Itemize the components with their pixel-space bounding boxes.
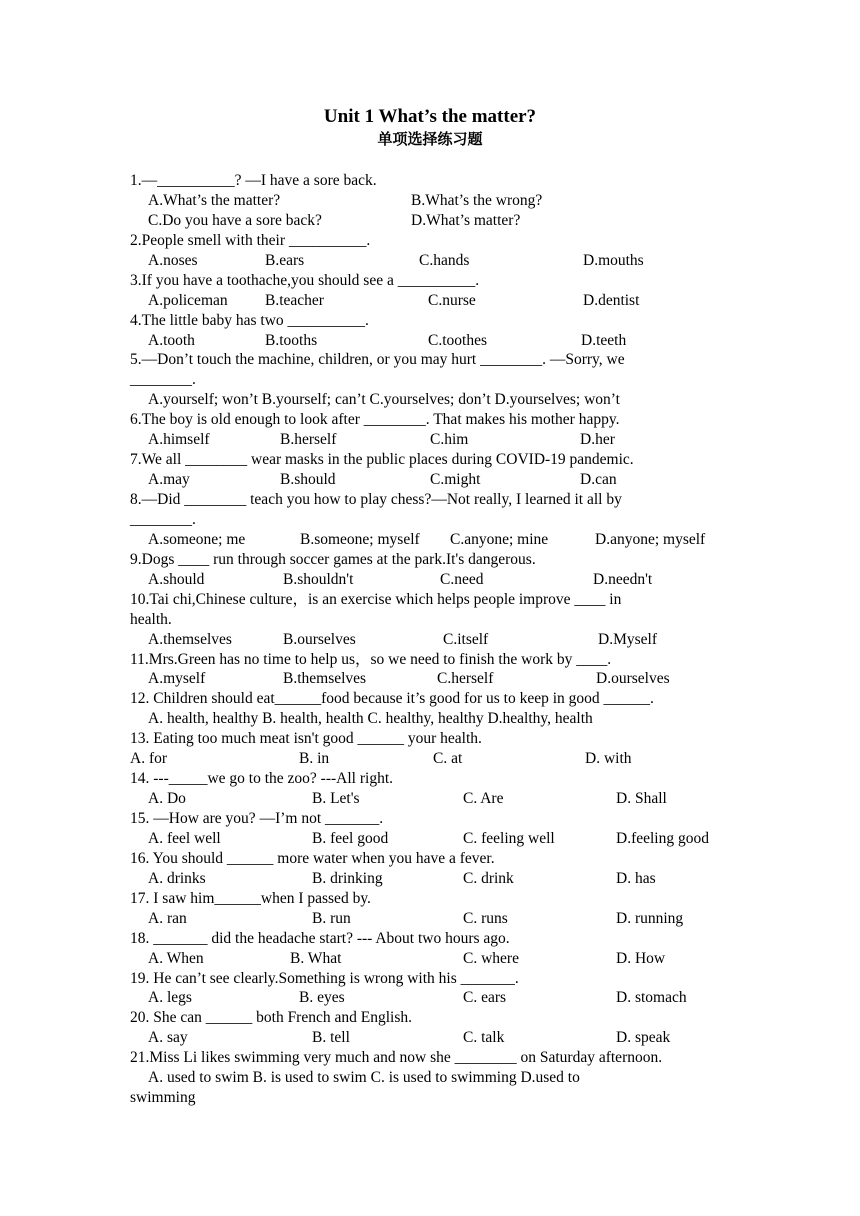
question-text: 16. You should ______ more water when you have a fever. [130, 849, 495, 867]
answer-option: B. drinking [312, 869, 383, 887]
question-text: health. [130, 610, 172, 628]
question-text: 2.People smell with their __________. [130, 231, 371, 249]
answer-option: C.him [430, 431, 469, 449]
question-text: 10.Tai chi,Chinese culture，is an exercise which helps people improve ____ in [130, 590, 622, 608]
answer-option: A.someone; me [148, 530, 246, 548]
answer-option: C.hands [419, 251, 470, 269]
options-row [130, 829, 730, 849]
answer-option: C. ears [463, 989, 507, 1007]
answer-option: D.her [580, 431, 615, 449]
options-row [130, 949, 730, 969]
answer-option: D. Shall [616, 790, 667, 808]
answer-option: D. stomach [616, 989, 687, 1007]
answer-option: A.noses [148, 251, 198, 269]
answer-option: C.toothes [428, 331, 487, 349]
options-row [130, 390, 730, 410]
answer-option: A.himself [148, 431, 210, 449]
options-row [130, 430, 730, 450]
options-row [130, 869, 730, 889]
options-row [130, 909, 730, 929]
question-text: 5.—Don’t touch the machine, children, or you may hurt ________. —Sorry, we [130, 351, 625, 369]
answer-option: C. feeling well [463, 829, 555, 847]
answer-option: B. feel good [312, 829, 389, 847]
answer-option: A.themselves [148, 630, 232, 648]
question-text: 4.The little baby has two __________. [130, 311, 369, 329]
answer-option: B. run [312, 909, 351, 927]
answer-option: D.anyone; myself [595, 530, 706, 548]
question-text: ________. [130, 510, 196, 528]
answer-option: B.teacher [265, 291, 324, 309]
options-row [130, 709, 730, 729]
question-text: 7.We all ________ wear masks in the public places during COVID-19 pandemic. [130, 451, 634, 469]
answer-option: C. talk [463, 1029, 505, 1047]
answer-option: C. runs [463, 909, 508, 927]
answer-option: A. feel well [148, 829, 221, 847]
answer-option: C.anyone; mine [450, 530, 549, 548]
answer-option: B.shouldn't [283, 570, 354, 588]
options-row [130, 470, 730, 490]
answer-option: D. has [616, 869, 656, 887]
answer-option: B. Let's [312, 790, 360, 808]
answer-option: D. running [616, 909, 684, 927]
question-text: 19. He can’t see clearly.Something is wrong with his _______. [130, 969, 519, 987]
answer-option: D. speak [616, 1029, 671, 1047]
answer-option: B.someone; myself [300, 530, 420, 548]
answer-option: A. When [148, 949, 204, 967]
question-list [130, 171, 730, 1108]
answer-option: B.What’s the wrong? [411, 191, 543, 209]
options-row [130, 630, 730, 650]
question-text: 18. _______ did the headache start? --- About two hours ago. [130, 929, 510, 947]
page-subtitle: 单项选择练习题 [377, 130, 483, 148]
answer-option: A. legs [148, 989, 192, 1007]
answer-option: C.itself [443, 630, 489, 648]
answer-option: D.needn't [593, 570, 653, 588]
question-text: 14. ---_____we go to the zoo? ---All right. [130, 770, 394, 788]
answer-option: A. Do [148, 790, 186, 808]
options-row [130, 789, 730, 809]
answer-option: D.What’s matter? [411, 211, 521, 229]
options-row [130, 1068, 730, 1088]
answer-option: C.need [440, 570, 484, 588]
question-text: 9.Dogs ____ run through soccer games at the park.It's dangerous. [130, 550, 536, 568]
answer-option: B. in [299, 750, 330, 768]
answer-option: B.ears [265, 251, 305, 269]
answer-option: C.herself [437, 670, 494, 688]
question-text: 3.If you have a toothache,you should see a __________. [130, 271, 480, 289]
answer-option: B.ourselves [283, 630, 356, 648]
answer-option: B.herself [280, 431, 337, 449]
answer-option: C. drink [463, 869, 514, 887]
options-row [130, 251, 730, 271]
options-row [130, 1028, 730, 1048]
answer-option: B. eyes [299, 989, 345, 1007]
answer-option: A.tooth [148, 331, 195, 349]
options-row [130, 749, 730, 769]
answer-option: D.can [580, 471, 617, 489]
answer-option: A. drinks [148, 869, 206, 887]
answer-option: A.should [148, 570, 205, 588]
options-row [130, 669, 730, 689]
options-row [130, 988, 730, 1008]
answer-option: B.should [280, 471, 336, 489]
question-text: 8.—Did ________ teach you how to play chess?—Not really, I learned it all by [130, 491, 622, 508]
answer-option: A.may [148, 471, 190, 489]
answer-option: C. at [433, 750, 463, 768]
answer-option: A. health, healthy B. health, health C. healthy, healthy D.healthy, health [148, 710, 593, 728]
question-text: 20. She can ______ both French and English. [130, 1009, 412, 1027]
options-row [130, 530, 730, 550]
answer-option: A.yourself; won’t B.yourself; can’t C.yourselves; don’t D.yourselves; won’t [148, 391, 620, 409]
question-text: 21.Miss Li likes swimming very much and now she ________ on Saturday afternoon. [130, 1049, 663, 1067]
answer-option: B.themselves [283, 670, 367, 688]
page-title: Unit 1 What’s the matter? [323, 106, 537, 127]
answer-option: A. say [148, 1029, 188, 1047]
answer-option: C.Do you have a sore back? [148, 211, 322, 229]
answer-option: A. ran [148, 909, 187, 927]
options-row [130, 570, 730, 590]
answer-option: A. for [130, 750, 168, 768]
options-row [130, 191, 730, 211]
answer-option: B. tell [312, 1029, 350, 1047]
question-text: 11.Mrs.Green has no time to help us，so we need to finish the work by ____. [130, 650, 612, 668]
question-text: 13. Eating too much meat isn't good ______ your health. [130, 730, 482, 748]
answer-option: D.feeling good [616, 829, 709, 847]
answer-option: D.mouths [583, 251, 644, 269]
question-text: ________. [130, 371, 196, 389]
answer-option: D. How [616, 949, 666, 967]
answer-option: D.dentist [583, 291, 640, 309]
answer-option: C.nurse [428, 291, 476, 309]
answer-option: D.ourselves [596, 670, 670, 688]
options-row [130, 291, 730, 311]
answer-option: C. where [463, 949, 519, 967]
answer-option: A. used to swim B. is used to swim C. is used to swimming D.used to [148, 1069, 580, 1087]
question-text: 6.The boy is old enough to look after ________. That makes his mother happy. [130, 411, 620, 429]
answer-option: D.teeth [581, 331, 627, 349]
question-text: 12. Children should eat______food because it’s good for us to keep in good ______. [130, 690, 654, 708]
answer-option: D. with [585, 750, 632, 768]
options-row [130, 331, 730, 351]
question-text: 1.—__________? —I have a sore back. [130, 172, 377, 189]
question-text: 17. I saw him______when I passed by. [130, 889, 371, 907]
answer-option: A.myself [148, 670, 206, 688]
answer-option: C. Are [463, 790, 504, 808]
answer-option: D.Myself [598, 630, 657, 648]
answer-option: C.might [430, 471, 481, 489]
answer-option: A.policeman [148, 291, 228, 309]
options-row [130, 211, 730, 231]
answer-option: B. What [290, 949, 342, 967]
question-text: 15. —How are you? —I’m not _______. [130, 810, 384, 827]
question-text: swimming [130, 1089, 196, 1107]
answer-option: B.tooths [265, 331, 318, 349]
answer-option: A.What’s the matter? [148, 191, 281, 209]
